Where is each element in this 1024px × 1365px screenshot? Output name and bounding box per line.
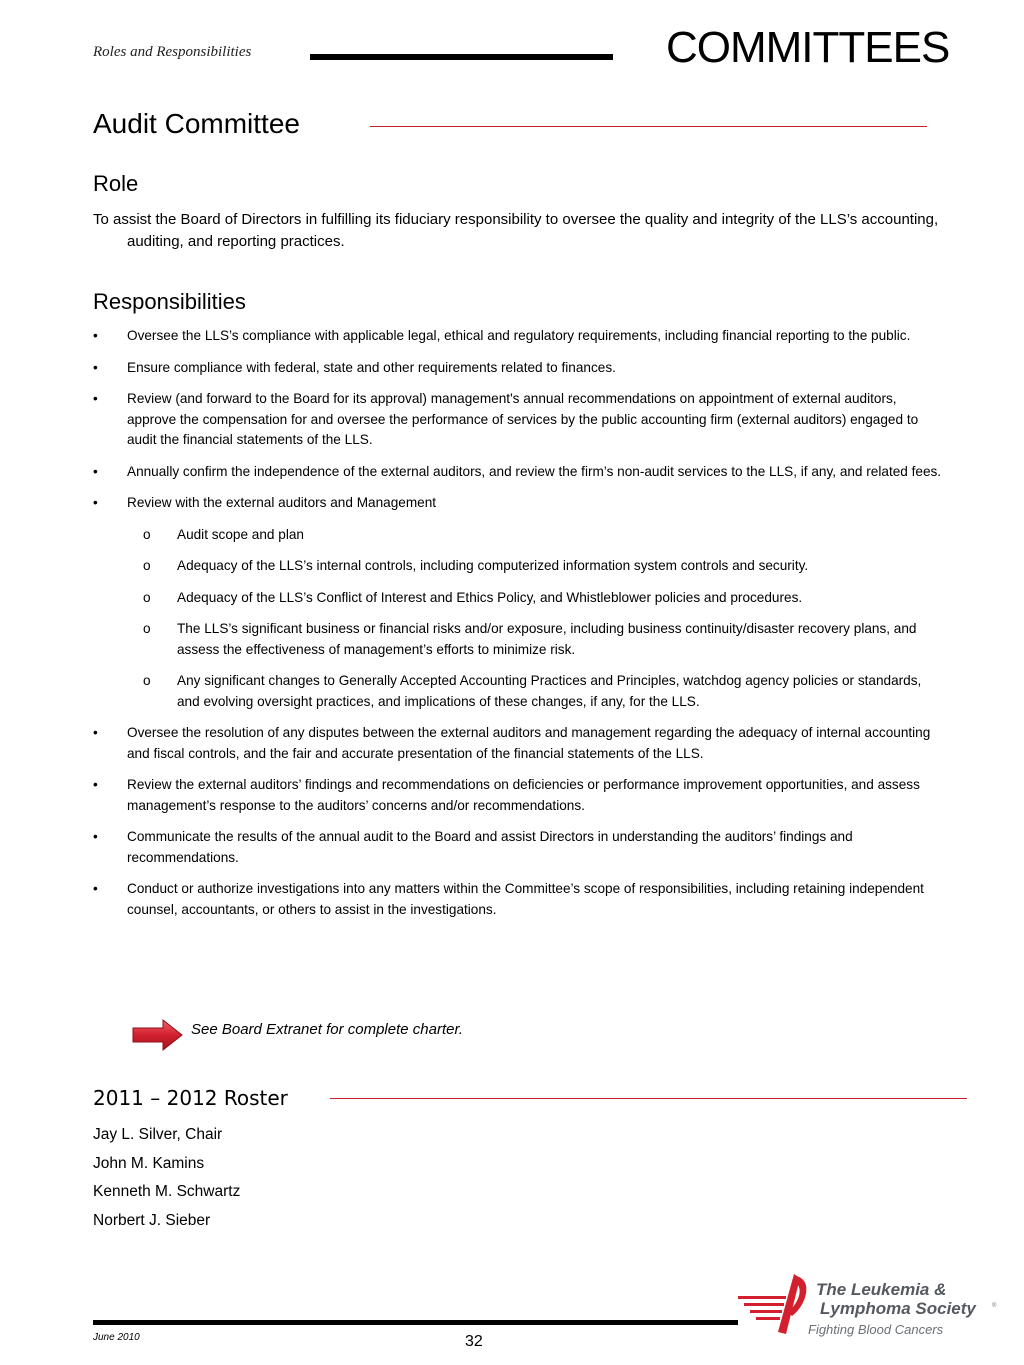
roster-member: Norbert J. Sieber — [93, 1211, 211, 1229]
bullet-icon: • — [93, 829, 98, 844]
footer-date: June 2010 — [93, 1332, 140, 1343]
arrow-right-icon — [130, 1016, 185, 1054]
roster-list — [93, 1121, 240, 1235]
responsibility-text: Review (and forward to the Board for its approval) management's annual recommendations on appointment of external auditors, approve the compensation for and oversee the performance of services by the public accounting firm (external auditors) engaged to audit the financial statements of the LLS. — [127, 391, 919, 447]
sub-bullet-icon: o — [143, 621, 151, 636]
bullet-icon: • — [93, 328, 98, 343]
logo-text-line2: Lymphoma Society — [820, 1299, 976, 1318]
bullet-icon: • — [93, 495, 98, 510]
responsibilities-heading: Responsibilities — [93, 289, 246, 314]
section-label: Roles and Responsibilities — [93, 44, 252, 60]
footer-rule — [93, 1320, 738, 1325]
responsibility-item — [93, 775, 943, 816]
sub-responsibility-text: Adequacy of the LLS’s internal controls, including computerized information system controls and security. — [177, 558, 809, 573]
responsibility-text: Communicate the results of the annual audit to the Board and assist Directors in understanding the auditors’ findings and recommendations. — [127, 829, 853, 865]
responsibility-item — [93, 493, 943, 712]
responsibility-item — [93, 462, 943, 483]
bullet-icon: • — [93, 391, 98, 406]
bullet-icon: • — [93, 881, 98, 896]
responsibility-text: Review the external auditors’ findings and recommendations on deficiencies or performance improvement opportunities, and assess management’s response to the auditors’ concerns and/or recommendations. — [127, 777, 920, 813]
bullet-icon: • — [93, 725, 98, 740]
responsibility-item — [93, 723, 943, 764]
responsibility-item — [93, 358, 943, 379]
sub-bullet-icon: o — [143, 673, 151, 688]
sub-responsibility-item — [127, 525, 943, 546]
role-heading: Role — [93, 171, 139, 196]
logo-registered-mark: ® — [992, 1303, 997, 1309]
responsibility-text: Review with the external auditors and Management — [127, 495, 437, 510]
bullet-icon: • — [93, 777, 98, 792]
sub-responsibility-item — [127, 588, 943, 609]
header-rule — [310, 54, 613, 60]
responsibility-text: Oversee the resolution of any disputes between the external auditors and management regarding the adequacy of internal accounting and fiscal controls, and the fair and accurate presentation of the financial statements of the LLS. — [127, 725, 931, 761]
logo-text-line1: The Leukemia & — [816, 1280, 947, 1299]
sub-responsibility-text: The LLS’s significant business or financial risks and/or exposure, including business continuity/disaster recovery plans, and assess the effectiveness of management’s efforts to minimize risk. — [177, 621, 917, 657]
responsibilities-list — [93, 326, 943, 931]
responsibility-item — [93, 827, 943, 868]
page-title: Audit Committee — [93, 108, 300, 139]
role-text: To assist the Board of Directors in fulfilling its fiduciary responsibility to oversee the quality and integrity of the LLS’s accounting, auditing, and reporting practices. — [93, 211, 939, 250]
roster-member: John M. Kamins — [93, 1154, 205, 1172]
sub-responsibility-list — [127, 525, 943, 713]
charter-note: See Board Extranet for complete charter. — [191, 1021, 464, 1038]
responsibility-text: Ensure compliance with federal, state and other requirements related to finances. — [127, 359, 616, 375]
sub-bullet-icon: o — [143, 526, 151, 542]
bullet-icon: • — [93, 359, 98, 375]
responsibility-text: Oversee the LLS’s compliance with applicable legal, ethical and regulatory requirements, including financial reporting to the public. — [127, 328, 911, 343]
sub-responsibility-item — [127, 619, 943, 660]
sub-responsibility-item — [127, 556, 943, 577]
header-title: COMMITTEES — [666, 23, 950, 72]
roster-member: Kenneth M. Schwartz — [93, 1183, 241, 1200]
page-number: 32 — [465, 1333, 483, 1350]
bullet-icon: • — [93, 463, 98, 479]
sub-responsibility-text: Audit scope and plan — [177, 526, 304, 542]
responsibility-item — [93, 326, 943, 347]
responsibility-text: Annually confirm the independence of the external auditors, and review the firm’s non-audit services to the LLS, if any, and related fees. — [127, 463, 942, 479]
title-rule — [370, 126, 927, 127]
sub-bullet-icon: o — [143, 558, 151, 573]
sub-responsibility-item — [127, 671, 943, 712]
sub-responsibility-text: Adequacy of the LLS’s Conflict of Interest and Ethics Policy, and Whistleblower policies and procedures. — [177, 589, 803, 605]
logo-tagline: Fighting Blood Cancers — [808, 1322, 944, 1337]
roster-rule — [330, 1098, 967, 1099]
sub-responsibility-text: Any significant changes to Generally Accepted Accounting Practices and Principles, watchdog agency policies or standards, and evolving oversight practices, and implications of these changes, if any, for the LLS. — [177, 673, 922, 709]
responsibility-item — [93, 879, 943, 920]
responsibility-text: Conduct or authorize investigations into any matters within the Committee’s scope of responsibilities, including retaining independent counsel, accountants, or others to assist in the investigations. — [127, 881, 924, 917]
roster-member: Jay L. Silver, Chair — [93, 1126, 223, 1143]
sub-bullet-icon: o — [143, 589, 151, 605]
roster-heading: 2011 – 2012 Roster — [93, 1086, 288, 1110]
responsibility-item — [93, 389, 943, 451]
